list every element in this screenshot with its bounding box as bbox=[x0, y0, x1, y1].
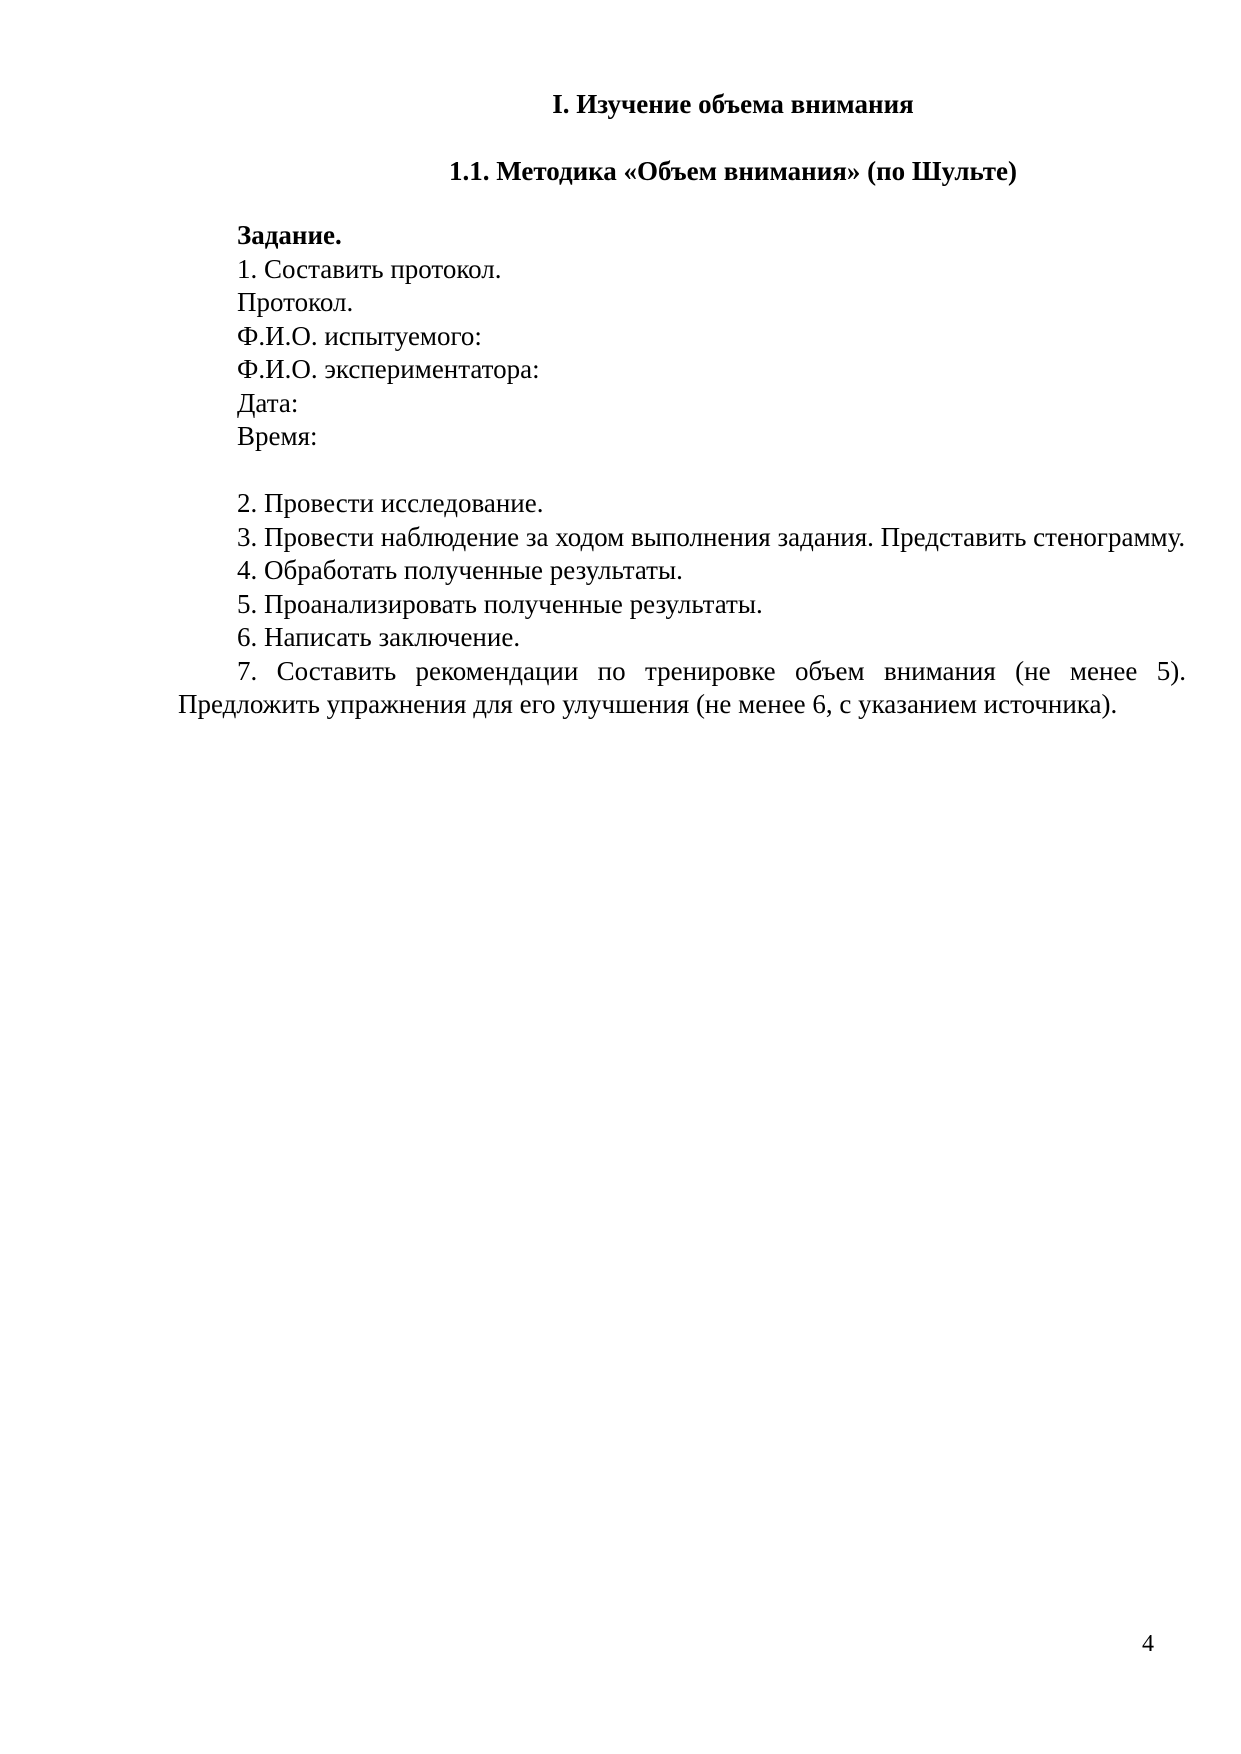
page-number: 4 bbox=[1142, 1631, 1154, 1657]
task-step: 4. Обработать полученные результаты. bbox=[237, 555, 683, 585]
protocol-line: Ф.И.О. экспериментатора: bbox=[237, 354, 540, 384]
task-step: 6. Написать заключение. bbox=[237, 622, 521, 652]
task-step: 2. Провести исследование. bbox=[237, 488, 544, 518]
protocol-line: Время: bbox=[237, 421, 318, 451]
protocol-line: 1. Составить протокол. bbox=[237, 253, 502, 284]
protocol-line: Ф.И.О. испытуемого: bbox=[237, 320, 482, 351]
protocol-line: Протокол. bbox=[237, 287, 354, 317]
section-title: I. Изучение объема внимания bbox=[552, 89, 914, 119]
task-step: 7. Составить рекомендации по тренировке объем внимания (не менее 5). Предложить упражнения для его улучшения (не менее 6, с указанием источника). bbox=[178, 655, 1186, 719]
method-title: 1.1. Методика «Объем внимания» (по Шульте) bbox=[448, 155, 1018, 186]
task-step: 5. Проанализировать полученные результаты. bbox=[237, 588, 763, 619]
task-heading: Задание. bbox=[237, 220, 342, 250]
document-body bbox=[178, 88, 1186, 722]
spacer bbox=[178, 454, 1186, 488]
protocol-line: Дата: bbox=[237, 387, 299, 418]
task-step: 3. Провести наблюдение за ходом выполнения задания. Представить стенограмму. bbox=[237, 521, 1186, 552]
